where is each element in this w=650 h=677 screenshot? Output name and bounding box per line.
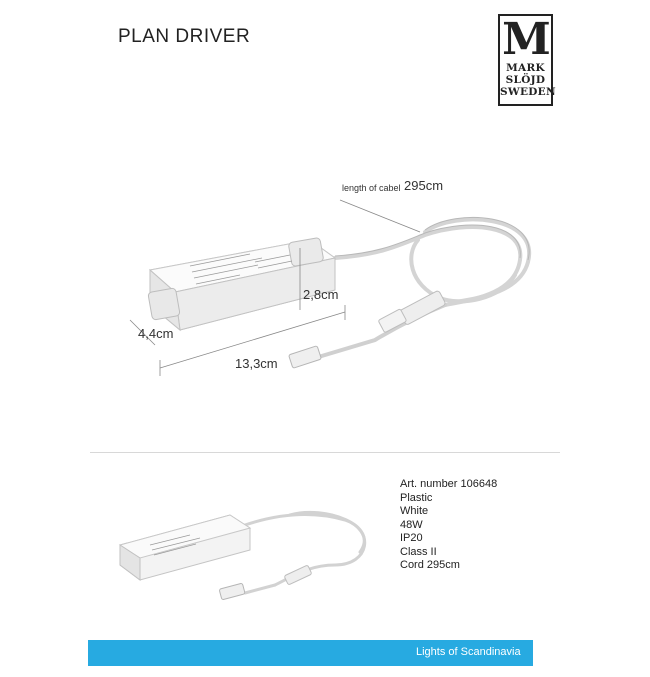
plug-end [289, 346, 322, 369]
spec-article-number: Art. number 106648 [400, 478, 498, 490]
section-divider [90, 452, 560, 453]
driver-box [148, 237, 335, 330]
driver-photo [110, 490, 390, 610]
logo-line-1: MARK [506, 62, 545, 74]
logo-letter: M [502, 14, 549, 65]
height-dimension: 2,8cm [303, 287, 339, 302]
footer-bar [88, 640, 533, 666]
spec-power: 48W [400, 518, 423, 531]
cable-coil [335, 219, 529, 305]
footer-text: Lights of Scandinavia [416, 646, 521, 658]
spec-material: Plastic [400, 491, 433, 504]
width-dimension: 4,4cm [138, 326, 174, 341]
spec-list [400, 478, 497, 573]
spec-cord: Cord 295cm [400, 559, 460, 571]
inline-connector [378, 290, 446, 333]
spec-color: White [400, 505, 429, 517]
logo-line-3: SWEDEN [500, 86, 556, 98]
cable-length-value: 295cm [404, 178, 444, 193]
length-dimension: 13,3cm [235, 356, 278, 371]
page-title: PLAN DRIVER [118, 26, 251, 47]
cable-length-label: length of cabel [342, 183, 401, 193]
logo-line-2: SLÖJD [505, 74, 546, 86]
spec-ip-rating: IP20 [400, 532, 423, 544]
spec-class: Class II [400, 545, 437, 558]
